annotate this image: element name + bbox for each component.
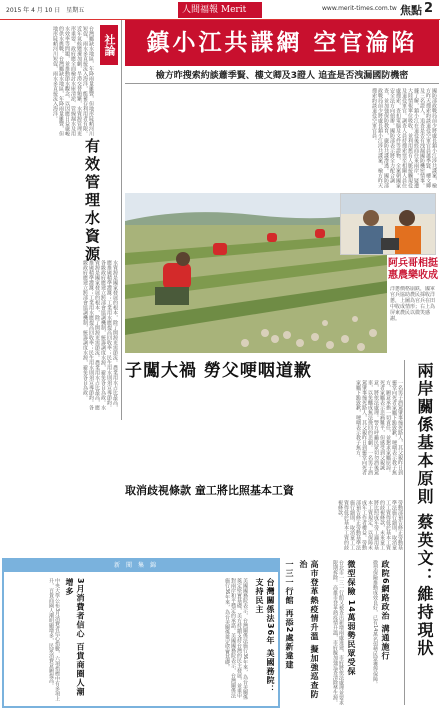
main-headline: 鎮小江共諜網 空官淪陷 xyxy=(125,20,439,66)
page-number: 2 xyxy=(424,1,434,16)
apology-headline: 子闖大禍 勞父哽咽道歉 xyxy=(125,361,312,381)
brief-text-1: 美國國務院表示，台灣關係法施行36年來，為台美關係奠定堅實基礎，美方持續支持台灣的民主發展，並重申對兩岸和平穩定的承諾。美國國務院表示，台灣關係法施行36年來，為台美關係奠定堅實基礎。 xyxy=(224,578,248,700)
brief-headline-5: 微型保險 14萬弱勢民眾受保 xyxy=(347,560,356,676)
lower-story-text-1: 台北市一三一行館又被查出新增兩處違建，市府將依法處理並要求限期拆除。高雄市登革熱疫情升溫，市府擬加強巡查清除孳生源。 xyxy=(332,560,344,705)
editorial-text-top: 台灣屬缺水地區，年降雨量雖豐，但地形陡峭河川短促，雨水多直接流入海洋，能蓄存利用者有限。近年氣候變遷加劇，旱澇交替頻繁，水資源管理更形重要。政府應全面檢討水庫清淤、管線漏水及用水效率等問題，並推動節水觀念，以因應日益嚴峻的供水挑戰。台灣屬缺水地區，年降雨量雖豐，但地形陡峭河川短促，雨水多直接流入海洋。 xyxy=(52,26,94,136)
brief-text-2: 中央大學公布3月消費者信心指數，六項指標中有多項上升，百貨商圈人潮明顯增多，民眾消費意願提高。 xyxy=(48,578,60,702)
photo-caption-title: 阿兵哥相挺 惠農樂收成 xyxy=(388,258,438,281)
brief-headline-6: 政院6網路政治 溝通施行 xyxy=(381,560,390,661)
news-brief-box xyxy=(2,558,280,708)
farmers-inset-photo xyxy=(340,193,436,255)
paper-logo: 人間福報 Merit xyxy=(178,2,262,18)
issue-date: 2015 年 4 月 10 日 星期五 xyxy=(6,7,85,14)
column-divider xyxy=(404,360,405,705)
editorial-column xyxy=(0,20,122,420)
welfare-story-text: 勞動部預告修正勞動基準法施行細則，取消童工工資得低於基本工資的歧視條款，未來童工將比照成年勞工適用基本工資規定，以保障未成年工作者權益。勞動部預告修正勞動基準法施行細則，取消童工工資得低於基本工資的歧視條款。 xyxy=(337,500,403,550)
welfare-headline: 取消歧視條款 童工將比照基本工資 xyxy=(125,484,294,497)
editorial-text-bottom: 水資源是國家發展的根本，除了開源更需節流。農業用水占比最高，應推廣精準灌溉；工業用水應提高回收率；民生用水則須宣導節約。各級政府應建立跨部會協調機制，統籌調度水源，避免各自為政。水資源是國家發展的根本，除了開源更需節流。農業用水占比最高，應推廣精準灌溉；工業用水應提高回收率；民生用水則須宣導節約。各級政府應建立跨部會協調機制，統籌調度水源，避免各自為政。 xyxy=(82,260,118,410)
section-name: 焦點 xyxy=(400,4,422,17)
apology-story-text: 一名男子酒駕肇事撞死路人，其父親昨日到靈堂向死者家屬下跪致歉，哽咽表示教子無方，願意承擔一切責任，並懇求家屬原諒。死者家屬表示悲痛難平，但感受到父親誠意，將依法處理。警方呼籲民眾切勿酒後駕車，以免釀成無法挽回的悲劇。一名男子酒駕肇事撞死路人，其父親昨日到靈堂向死者家屬下跪致歉，哽咽表示教子無方。 xyxy=(355,380,403,475)
brief-headline-2: 3月消費者信心 百貨商圈人潮增多 xyxy=(65,578,85,697)
news-brief-label: 新聞集錦 xyxy=(114,562,163,569)
editorial-tag: 社論 xyxy=(100,25,118,65)
website-url: www.merit-times.com.tw xyxy=(322,5,397,12)
brief-headline-4: 高市登革熱疫情升溫 擬加強巡查防治 xyxy=(299,560,319,699)
main-subhead: 檢方昨搜索約談蕭季賢、樓文卿及3證人 追查是否洩漏國防機密 xyxy=(125,68,439,84)
photo-caption-text: 洋蔥價格崩跌，國軍官兵協助農民採收洋蔥，上圖為官兵在田中收成情形；右上為屏東農民以微笑感謝。 xyxy=(390,286,436,322)
masthead-bar xyxy=(0,0,440,20)
farmers-inset-image xyxy=(341,194,436,255)
brief-headline-3: 一三一行館 再添2處新違建 xyxy=(285,560,294,670)
lower-story-text-2: 微型保險推動成效良好，已有14萬名弱勢民眾獲得保障。 xyxy=(372,560,378,687)
main-story-text: 國防部政戰局前少將處長鎮小江涉共諜案，檢方昨天搜索約談退役空軍官員蕭季賢、樓文卿及三名證人，追查是否有洩漏國防機密情事。據了解，鎮小江在退役後經商往來兩岸，疑遭大陸情報單位吸收，並利用舊有人脈接觸現役及退役軍官。調查人員持搜索票至相關人員住處搜索，查扣電腦及文件等證物，全案朝國家安全法方向偵辦。國防部表示將全力配合調查，並加強保防教育，嚴防共諜滲透。國防部政戰局前少將處長鎮小江涉共諜案，檢方昨天搜索約談退役空軍官員。 xyxy=(371,88,437,188)
brief-headline-1: 台灣關係法36年 美國務院：支持民主 xyxy=(255,578,275,694)
editorial-title: 有效管理水資源 xyxy=(83,138,101,264)
news-brief-bar xyxy=(4,560,278,572)
cross-strait-headline: 兩岸關係基本原則 蔡英文：維持現狀 xyxy=(415,362,434,658)
